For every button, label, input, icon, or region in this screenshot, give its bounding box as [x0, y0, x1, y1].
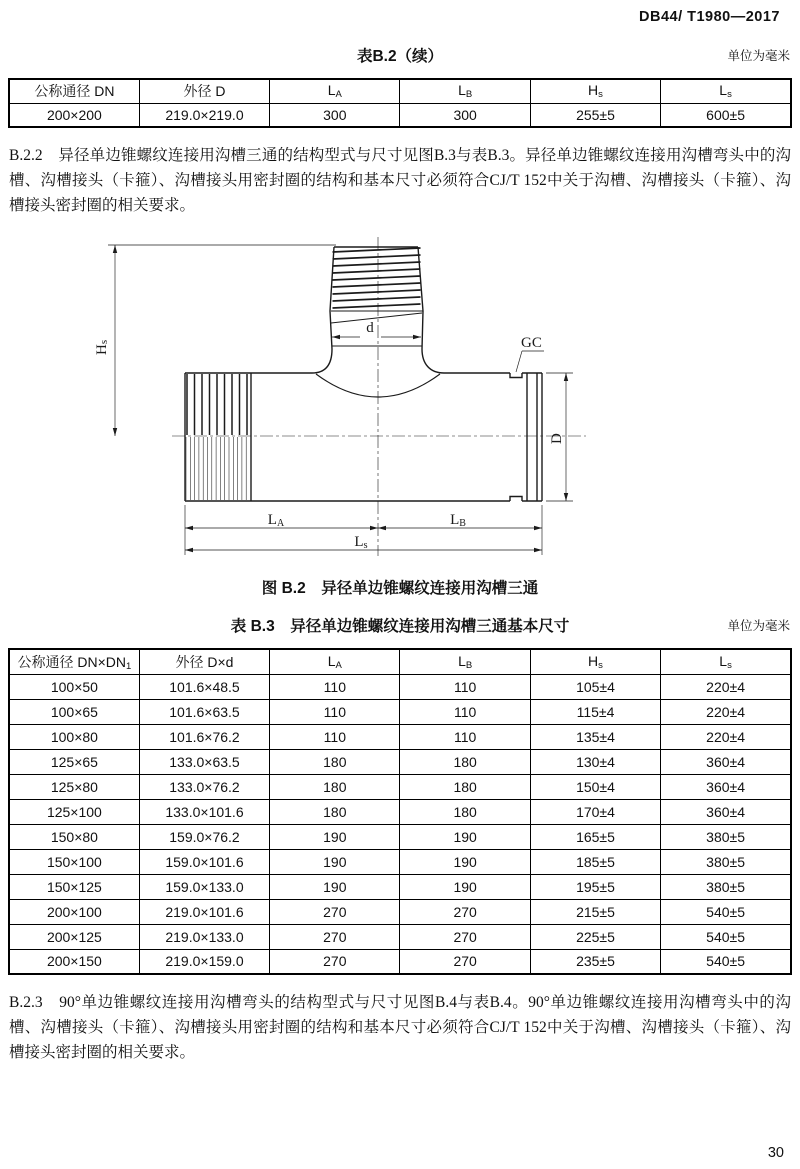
table-cell: 159.0×76.2 — [139, 824, 269, 849]
table-cell: 270 — [400, 949, 530, 974]
table-cell: 380±5 — [661, 874, 791, 899]
table-cell: 270 — [400, 899, 530, 924]
table-cell: 360±4 — [661, 774, 791, 799]
clause-number-b23: B.2.3 — [9, 994, 43, 1011]
table-cell: 101.6×48.5 — [139, 674, 269, 699]
table-cell: 540±5 — [661, 899, 791, 924]
table-cell: 219.0×219.0 — [139, 103, 269, 127]
table-cell: 133.0×76.2 — [139, 774, 269, 799]
table-b3-unit-note: 单位为毫米 — [727, 619, 790, 633]
table-cell: 130±4 — [530, 749, 660, 774]
table-cell: 600±5 — [661, 103, 791, 127]
table-cell: 190 — [400, 874, 530, 899]
table-b2-header-row — [9, 79, 791, 103]
column-header — [530, 649, 660, 674]
column-header-subscript: s — [598, 89, 603, 101]
table-b2-body — [9, 103, 791, 127]
table-cell: 159.0×101.6 — [139, 849, 269, 874]
table-cell: 270 — [270, 949, 400, 974]
figure-b2-caption: 图 B.2 异径单边锥螺纹连接用沟槽三通 — [261, 580, 539, 597]
table-b3-title-row — [0, 614, 800, 636]
dim-label-ls: Ls — [354, 534, 368, 551]
table-cell: 180 — [270, 749, 400, 774]
document-header — [0, 0, 800, 25]
table-cell: 133.0×63.5 — [139, 749, 269, 774]
table-row — [9, 924, 791, 949]
column-header-subscript: 1 — [126, 660, 132, 672]
column-header — [139, 79, 269, 103]
table-cell: 300 — [400, 103, 530, 127]
table-cell: 190 — [270, 874, 400, 899]
table-row — [9, 824, 791, 849]
table-cell: 219.0×101.6 — [139, 899, 269, 924]
table-cell: 105±4 — [530, 674, 660, 699]
column-header-subscript: B — [465, 659, 473, 671]
table-cell: 219.0×133.0 — [139, 924, 269, 949]
column-header-subscript: s — [727, 89, 732, 101]
table-cell: 220±4 — [661, 674, 791, 699]
table-cell: 225±5 — [530, 924, 660, 949]
table-b2-title: 表B.2（续） — [356, 48, 444, 65]
table-b2 — [8, 78, 792, 128]
table-b3 — [8, 648, 792, 975]
column-header-label: L — [458, 82, 466, 99]
column-header-label: 公称通径 DN — [34, 83, 115, 100]
table-cell: 150×100 — [9, 849, 139, 874]
branch-thread-hatching — [333, 248, 421, 308]
table-cell: 300 — [270, 103, 400, 127]
table-cell: 180 — [400, 774, 530, 799]
table-cell: 110 — [400, 674, 530, 699]
column-header — [9, 79, 139, 103]
table-cell: 360±4 — [661, 749, 791, 774]
table-cell: 115±4 — [530, 699, 660, 724]
standard-number: DB44/ T1980—2017 — [639, 9, 780, 25]
table-row — [9, 949, 791, 974]
table-b3-header-row — [9, 649, 791, 674]
column-header-label: L — [458, 652, 466, 669]
table-row — [9, 874, 791, 899]
table-cell: 125×65 — [9, 749, 139, 774]
dim-label-lb: LB — [450, 512, 466, 529]
column-header-subscript: A — [335, 89, 342, 101]
tee-fitting-drawing — [80, 233, 720, 563]
column-header-label: 外径 D — [183, 83, 226, 100]
paragraph-b22-text: 异径单边锥螺纹连接用沟槽三通的结构型式与尺寸见图B.3与表B.3。异径单边锥螺纹连接用沟槽弯头中的沟槽、沟槽接头（卡箍）、沟槽接头用密封圈的结构和基本尺寸必须符合CJ/T 152中关于沟槽、沟槽接头（卡箍）、沟槽接头密封圈的相关要求。 — [9, 147, 791, 214]
table-cell: 110 — [400, 699, 530, 724]
dim-label-hs: Hs — [94, 339, 110, 355]
column-header — [530, 79, 660, 103]
table-cell: 150×80 — [9, 824, 139, 849]
table-cell: 190 — [400, 824, 530, 849]
column-header — [400, 79, 530, 103]
table-cell: 100×50 — [9, 674, 139, 699]
left-end-inner-thread-hatching — [186, 437, 246, 500]
table-cell: 165±5 — [530, 824, 660, 849]
table-cell: 170±4 — [530, 799, 660, 824]
page-number: 30 — [767, 1145, 784, 1161]
table-b3-title: 表 B.3 异径单边锥螺纹连接用沟槽三通基本尺寸 — [230, 618, 570, 635]
table-cell: 101.6×63.5 — [139, 699, 269, 724]
table-row — [9, 899, 791, 924]
column-header — [661, 79, 791, 103]
column-header — [661, 649, 791, 674]
table-cell: 150±4 — [530, 774, 660, 799]
table-cell: 190 — [270, 849, 400, 874]
table-cell: 540±5 — [661, 924, 791, 949]
table-cell: 540±5 — [661, 949, 791, 974]
table-cell: 215±5 — [530, 899, 660, 924]
table-cell: 219.0×159.0 — [139, 949, 269, 974]
table-row — [9, 674, 791, 699]
column-header-label: 公称通径 DN×DN — [17, 653, 127, 670]
table-cell: 180 — [270, 774, 400, 799]
table-cell: 235±5 — [530, 949, 660, 974]
table-b3-body — [9, 674, 791, 974]
table-b2-title-row — [0, 44, 800, 66]
table-cell: 200×150 — [9, 949, 139, 974]
column-header-label: L — [719, 652, 728, 669]
table-cell: 185±5 — [530, 849, 660, 874]
table-cell: 255±5 — [530, 103, 660, 127]
table-cell: 220±4 — [661, 699, 791, 724]
dim-label-gc: GC — [521, 335, 542, 351]
dim-label-big-d: D — [549, 433, 565, 444]
dimension-lines — [108, 245, 573, 555]
column-header-subscript: s — [727, 659, 732, 671]
column-header-subscript: s — [598, 659, 603, 671]
dimension-arrowheads — [113, 245, 568, 552]
table-cell: 200×200 — [9, 103, 139, 127]
table-cell: 220±4 — [661, 724, 791, 749]
column-header-label: 外径 D×d — [175, 653, 234, 670]
table-row — [9, 849, 791, 874]
table-b2-unit-note: 单位为毫米 — [727, 49, 790, 63]
column-header-label: L — [327, 82, 336, 99]
figure-b2 — [0, 233, 800, 568]
table-cell: 200×125 — [9, 924, 139, 949]
table-row — [9, 103, 791, 127]
table-cell: 190 — [400, 849, 530, 874]
paragraph-b23 — [9, 990, 791, 1065]
paragraph-b23-text: 90°单边锥螺纹连接用沟槽弯头的结构型式与尺寸见图B.4与表B.4。90°单边锥螺纹连接用沟槽弯头中的沟槽、沟槽接头（卡箍）、沟槽接头用密封圈的结构和基本尺寸必须符合CJ/T 152中关于沟槽、沟槽接头（卡箍）、沟槽接头密封圈的相关要求。 — [9, 994, 791, 1061]
column-header-label: H — [588, 82, 599, 99]
column-header — [9, 649, 139, 674]
table-cell: 133.0×101.6 — [139, 799, 269, 824]
table-cell: 110 — [270, 699, 400, 724]
table-cell: 380±5 — [661, 849, 791, 874]
table-cell: 150×125 — [9, 874, 139, 899]
table-cell: 270 — [270, 899, 400, 924]
table-cell: 180 — [270, 799, 400, 824]
table-row — [9, 799, 791, 824]
clause-number-b22: B.2.2 — [9, 147, 43, 164]
table-cell: 125×80 — [9, 774, 139, 799]
table-row — [9, 699, 791, 724]
table-row — [9, 749, 791, 774]
column-header-label: L — [327, 652, 336, 669]
column-header-label: H — [588, 652, 599, 669]
table-cell: 110 — [400, 724, 530, 749]
table-cell: 110 — [270, 724, 400, 749]
table-cell: 125×100 — [9, 799, 139, 824]
table-cell: 100×80 — [9, 724, 139, 749]
table-cell: 159.0×133.0 — [139, 874, 269, 899]
paragraph-b22 — [9, 143, 791, 218]
table-cell: 101.6×76.2 — [139, 724, 269, 749]
table-cell: 360±4 — [661, 799, 791, 824]
table-cell: 110 — [270, 674, 400, 699]
table-cell: 180 — [400, 749, 530, 774]
column-header — [400, 649, 530, 674]
dim-label-la: LA — [267, 512, 285, 529]
column-header — [139, 649, 269, 674]
table-row — [9, 774, 791, 799]
table-cell: 135±4 — [530, 724, 660, 749]
table-row — [9, 724, 791, 749]
column-header — [270, 79, 400, 103]
column-header-label: L — [719, 82, 728, 99]
table-cell: 100×65 — [9, 699, 139, 724]
left-end-thread-hatching — [187, 374, 247, 435]
table-cell: 180 — [400, 799, 530, 824]
table-cell: 270 — [400, 924, 530, 949]
column-header-subscript: B — [465, 89, 473, 101]
table-cell: 190 — [270, 824, 400, 849]
dim-label-d: d — [366, 320, 374, 336]
table-cell: 195±5 — [530, 874, 660, 899]
table-cell: 380±5 — [661, 824, 791, 849]
table-cell: 270 — [270, 924, 400, 949]
column-header — [270, 649, 400, 674]
column-header-subscript: A — [335, 659, 342, 671]
table-cell: 200×100 — [9, 899, 139, 924]
